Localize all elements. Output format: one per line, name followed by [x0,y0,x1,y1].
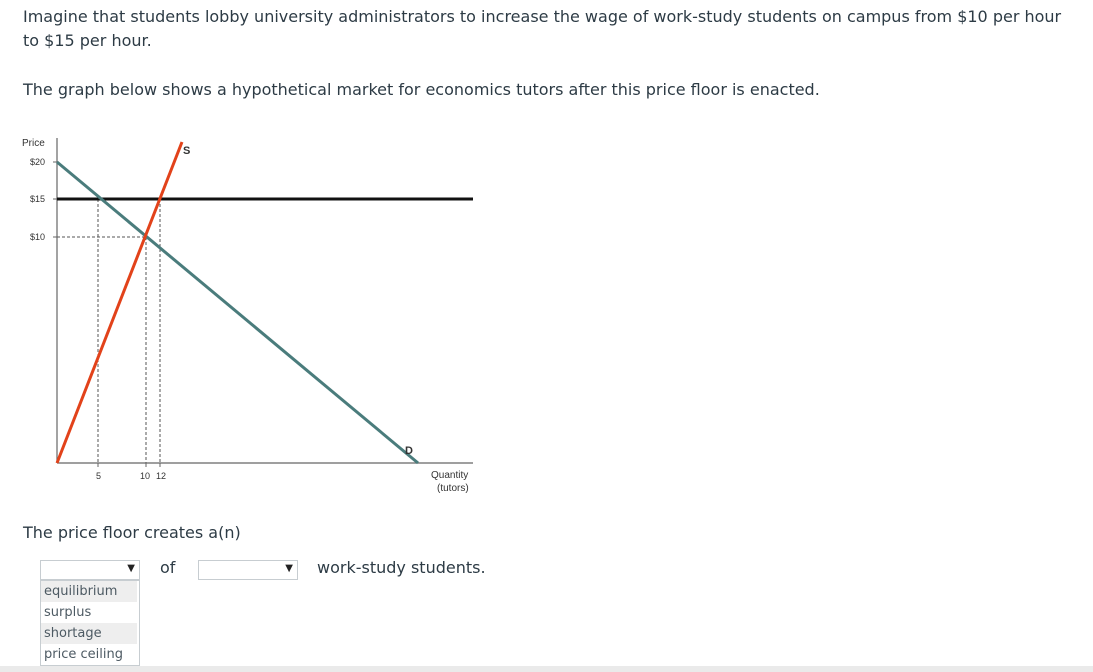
market-graph [18,130,488,505]
dropdown-arrow-icon: ▼ [285,563,293,574]
dropdown-option-equilibrium[interactable]: equilibrium [41,581,137,602]
supply-curve [57,142,182,463]
dropdown-arrow-icon: ▼ [127,563,135,574]
y-tick-label-15: $15 [30,194,46,204]
demand-curve [57,162,418,463]
question-prompt: The price floor creates a(n) [23,523,241,542]
suffix-text: work-study students. [317,558,486,577]
connector-text: of [160,558,176,577]
answer-dropdown-2[interactable] [198,560,298,580]
footer-bar [0,666,1093,672]
x-axis-label-line1: Quantity [431,470,469,481]
dropdown-option-surplus[interactable]: surplus [44,605,92,620]
x-axis-label-line2: (tutors) [437,483,469,494]
x-tick-label-10: 10 [140,471,151,481]
answer-dropdown-1[interactable] [40,560,140,580]
answer-sentence [40,558,520,582]
y-tick-label-20: $20 [30,157,46,167]
graph-intro-text: The graph below shows a hypothetical market for economics tutors after this price floor is enacted. [23,80,820,99]
dropdown-option-price-ceiling[interactable]: price ceiling [44,647,123,662]
x-tick-label-12: 12 [156,471,167,481]
answer-dropdown-2-value [199,565,203,580]
y-tick-label-10: $10 [30,232,46,242]
demand-label: D [405,445,413,457]
question-intro-text: Imagine that students lobby university administrators to increase the wage of work-study students on campus from $10 per hour to $15 per hour. [23,7,1062,50]
dropdown-option-shortage[interactable]: shortage [41,623,137,644]
answer-dropdown-1-value [41,565,45,580]
dropdown-1-options-list [40,580,140,666]
x-tick-label-5: 5 [96,471,102,481]
supply-label: S [183,145,191,157]
y-axis-label: Price [22,138,45,149]
